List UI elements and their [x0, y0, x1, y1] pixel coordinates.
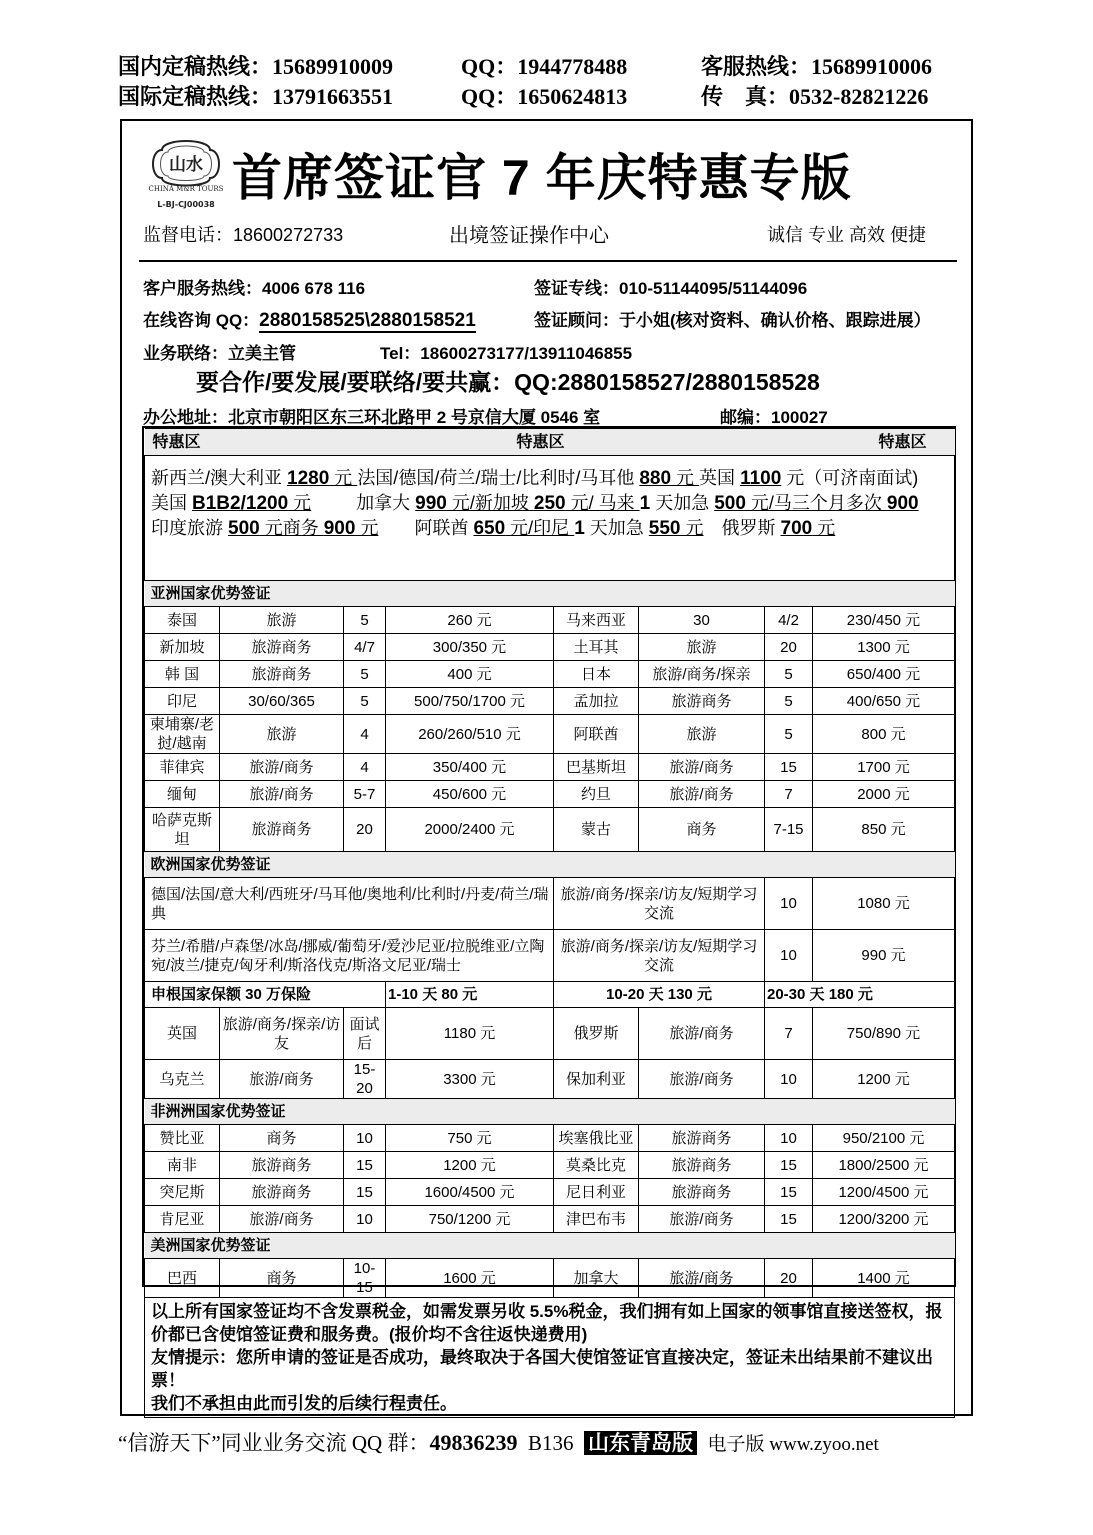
- table-cell: 旅游商务: [220, 634, 344, 661]
- footer-site: 电子版 www.zyoo.net: [707, 1434, 879, 1455]
- table-cell: 旅游商务: [220, 1179, 344, 1206]
- table-cell: 400/650 元: [813, 688, 955, 715]
- table-row: [145, 1008, 955, 1060]
- table-cell: 新加坡: [145, 634, 220, 661]
- postcode: 邮编：100027: [720, 408, 828, 427]
- note-liability: 我们不承担由此而引发的后续行程责任。: [151, 1394, 457, 1413]
- table-cell: 蒙古: [554, 808, 639, 852]
- domestic-hotline: 国内定稿热线：15689910009: [118, 54, 394, 79]
- table-cell: 4: [344, 754, 386, 781]
- table-cell: 10: [765, 1060, 813, 1099]
- table-cell: 旅游/商务/探亲/访友: [220, 1008, 344, 1060]
- table-cell: 260 元: [386, 607, 554, 634]
- table-cell: 2000/2400 元: [386, 808, 554, 852]
- table-cell: 巴基斯坦: [554, 754, 639, 781]
- america-rows: [145, 1259, 955, 1298]
- office-address: 办公地址：北京市朝阳区东三环北路甲 2 号京信大厦 0546 室: [143, 408, 601, 427]
- svg-text:CHINA M&R TOURS: CHINA M&R TOURS: [148, 185, 224, 193]
- europe-price: 990 元: [813, 930, 955, 982]
- table-cell: 商务: [220, 1125, 344, 1152]
- footer-group: “信游天下”同业业务交流 QQ 群：: [118, 1431, 430, 1455]
- table-cell: 乌克兰: [145, 1060, 220, 1099]
- table-cell: 20: [765, 1259, 813, 1298]
- table-cell: 1200 元: [813, 1060, 955, 1099]
- europe-days: 10: [765, 878, 813, 930]
- table-cell: 商务: [639, 808, 765, 852]
- table-cell: 3300 元: [386, 1060, 554, 1099]
- visa-advisor: 签证顾问：于小姐(核对资料、确认价格、跟踪进展）: [534, 311, 931, 330]
- table-cell: 旅游商务: [220, 808, 344, 852]
- table-cell: 旅游/商务: [639, 1206, 765, 1233]
- table-cell: 1400 元: [813, 1259, 955, 1298]
- table-cell: 800 元: [813, 715, 955, 754]
- table-cell: 旅游/商务: [639, 754, 765, 781]
- table-cell: 15: [344, 1152, 386, 1179]
- online-qq: 2880158525\2880158521: [259, 310, 476, 331]
- table-cell: 旅游商务: [639, 688, 765, 715]
- table-cell: 阿联酋: [554, 715, 639, 754]
- table-row: [145, 634, 955, 661]
- table-cell: 10: [765, 1125, 813, 1152]
- table-row: [145, 715, 955, 754]
- table-row: [145, 1125, 955, 1152]
- table-cell: 5: [344, 661, 386, 688]
- notes-row: [145, 1298, 955, 1418]
- table-cell: 肯尼亚: [145, 1206, 220, 1233]
- table-cell: 津巴布韦: [554, 1206, 639, 1233]
- table-cell: 7: [765, 781, 813, 808]
- table-cell: 旅游/商务: [639, 1008, 765, 1060]
- table-cell: 1200 元: [386, 1152, 554, 1179]
- special-header-center: 特惠区: [516, 434, 565, 451]
- visa-price-table: [142, 426, 956, 1413]
- table-row: [145, 808, 955, 852]
- page-title: 首席签证官 7 年庆特惠专版: [232, 150, 852, 206]
- table-cell: 柬埔寨/老挝/越南: [145, 715, 220, 754]
- footer-edition: 山东青岛版: [584, 1431, 697, 1455]
- table-cell: 10: [344, 1125, 386, 1152]
- table-cell: 孟加拉: [554, 688, 639, 715]
- footer-qq: 49836239: [429, 1430, 518, 1455]
- table-cell: 旅游商务: [220, 1152, 344, 1179]
- europe-more-rows: [145, 1008, 955, 1099]
- africa-rows: [145, 1125, 955, 1233]
- visa-line: 签证专线：010-51144095/51144096: [534, 279, 808, 298]
- business-contact: 业务联络：立美主管: [143, 344, 296, 363]
- table-cell: 突尼斯: [145, 1179, 220, 1206]
- table-cell: 埃塞俄比亚: [554, 1125, 639, 1152]
- schengen-insurance-row: 申根国家保额 30 万保险 1-10 天 80 元 10-20 天 130 元 20-30 天 180 元: [145, 982, 955, 1008]
- table-cell: 1180 元: [386, 1008, 554, 1060]
- company-logo: [140, 130, 232, 210]
- table-cell: 15: [344, 1179, 386, 1206]
- table-cell: 1200/3200 元: [813, 1206, 955, 1233]
- table-cell: 15: [765, 1152, 813, 1179]
- table-row: [145, 930, 955, 982]
- table-cell: 马来西亚: [554, 607, 639, 634]
- table-cell: 15: [765, 1206, 813, 1233]
- table-cell: 5-7: [344, 781, 386, 808]
- table-cell: 旅游: [220, 607, 344, 634]
- table-cell: 1200/4500 元: [813, 1179, 955, 1206]
- table-cell: 巴西: [145, 1259, 220, 1298]
- table-cell: 30/60/365: [220, 688, 344, 715]
- special-line-3: 印度旅游 500 元商务 900 元 阿联酋 650 元/印尼 1 天加急 550 元 俄罗斯 700 元: [151, 518, 836, 539]
- table-cell: 韩 国: [145, 661, 220, 688]
- table-cell: 南非: [145, 1152, 220, 1179]
- service-hotline: 客服热线：15689910006: [701, 54, 933, 79]
- africa-section-header: 非洲洲国家优势签证: [145, 1099, 955, 1125]
- table-cell: 7-15: [765, 808, 813, 852]
- table-row: [145, 1152, 955, 1179]
- table-row: [145, 1060, 955, 1099]
- table-cell: 缅甸: [145, 781, 220, 808]
- table-row: [145, 607, 955, 634]
- europe-types: 旅游/商务/探亲/访友/短期学习交流: [554, 878, 765, 930]
- table-row: [145, 661, 955, 688]
- europe-days: 10: [765, 930, 813, 982]
- table-cell: 旅游/商务/探亲: [639, 661, 765, 688]
- footer-page: B136: [527, 1431, 574, 1455]
- asia-section-header: 亚洲国家优势签证: [145, 581, 955, 607]
- table-cell: 750 元: [386, 1125, 554, 1152]
- table-cell: 5: [344, 607, 386, 634]
- table-cell: 旅游/商务: [220, 781, 344, 808]
- europe-countries: 德国/法国/意大利/西班牙/马耳他/奥地利/比利时/丹麦/荷兰/瑞典: [145, 878, 554, 930]
- table-cell: 旅游: [639, 715, 765, 754]
- europe-types: 旅游/商务/探亲/访友/短期学习交流: [554, 930, 765, 982]
- table-cell: 20: [765, 634, 813, 661]
- slogan: 诚信 专业 高效 便捷: [767, 225, 927, 245]
- special-header-left: 特惠区: [152, 434, 201, 451]
- table-cell: 850 元: [813, 808, 955, 852]
- table-cell: 约旦: [554, 781, 639, 808]
- table-cell: 哈萨克斯坦: [145, 808, 220, 852]
- table-cell: 400 元: [386, 661, 554, 688]
- note-tip: 友情提示：您所申请的签证是否成功，最终取决于各国大使馆签证官直接决定，签证未出结果前不建议出票！: [151, 1348, 933, 1390]
- table-row: [145, 781, 955, 808]
- table-cell: 英国: [145, 1008, 220, 1060]
- table-cell: 旅游/商务: [220, 1060, 344, 1099]
- table-cell: 2000 元: [813, 781, 955, 808]
- table-cell: 尼日利亚: [554, 1179, 639, 1206]
- table-cell: 旅游/商务: [639, 1259, 765, 1298]
- special-header-row: [145, 429, 955, 456]
- table-cell: 260/260/510 元: [386, 715, 554, 754]
- table-cell: 保加利亚: [554, 1060, 639, 1099]
- center-name: 出境签证操作中心: [449, 225, 609, 247]
- table-cell: 旅游: [639, 634, 765, 661]
- table-cell: 旅游商务: [639, 1152, 765, 1179]
- table-cell: 230/450 元: [813, 607, 955, 634]
- divider: [139, 260, 957, 262]
- table-cell: 赞比亚: [145, 1125, 220, 1152]
- table-cell: 旅游/商务: [220, 754, 344, 781]
- logo-emblem-icon: [140, 130, 232, 210]
- table-cell: 15-20: [344, 1060, 386, 1099]
- online-label: 在线咨询 QQ：: [143, 311, 260, 330]
- table-cell: 1700 元: [813, 754, 955, 781]
- table-cell: 旅游/商务: [220, 1206, 344, 1233]
- table-cell: 菲律宾: [145, 754, 220, 781]
- table-cell: 15: [765, 754, 813, 781]
- europe-countries: 芬兰/希腊/卢森堡/冰岛/挪威/葡萄牙/爱沙尼亚/拉脱维亚/立陶宛/波兰/捷克/匈牙利/斯洛伐克/斯洛文尼亚/瑞士: [145, 930, 554, 982]
- table-cell: 950/2100 元: [813, 1125, 955, 1152]
- table-cell: 20: [344, 808, 386, 852]
- table-cell: 4/7: [344, 634, 386, 661]
- table-cell: 旅游商务: [220, 661, 344, 688]
- table-cell: 5: [765, 688, 813, 715]
- table-cell: 俄罗斯: [554, 1008, 639, 1060]
- table-cell: 泰国: [145, 607, 220, 634]
- table-cell: 4: [344, 715, 386, 754]
- svg-text:L-BJ-CJ00038: L-BJ-CJ00038: [157, 200, 215, 209]
- table-cell: 350/400 元: [386, 754, 554, 781]
- special-line-2: 美国 B1B2/1200 元 加拿大 990 元/新加坡 250 元/ 马来 1 天加急 500 元/马三个月多次 900: [151, 493, 919, 514]
- table-cell: 650/400 元: [813, 661, 955, 688]
- hotline: 客户服务热线：4006 678 116: [143, 279, 366, 298]
- table-cell: 1600/4500 元: [386, 1179, 554, 1206]
- special-offers-row: [145, 456, 955, 581]
- table-cell: 1800/2500 元: [813, 1152, 955, 1179]
- table-cell: 4/2: [765, 607, 813, 634]
- table-cell: 10: [344, 1206, 386, 1233]
- europe-price: 1080 元: [813, 878, 955, 930]
- table-cell: 印尼: [145, 688, 220, 715]
- table-cell: 加拿大: [554, 1259, 639, 1298]
- table-cell: 5: [765, 661, 813, 688]
- table-cell: 750/890 元: [813, 1008, 955, 1060]
- table-cell: 1600 元: [386, 1259, 554, 1298]
- table-cell: 商务: [220, 1259, 344, 1298]
- table-cell: 300/350 元: [386, 634, 554, 661]
- table-cell: 土耳其: [554, 634, 639, 661]
- online-consult: [143, 306, 476, 332]
- footer: [118, 1427, 879, 1457]
- table-row: [145, 754, 955, 781]
- table-cell: 1300 元: [813, 634, 955, 661]
- asia-rows: [145, 607, 955, 852]
- table-cell: 500/750/1700 元: [386, 688, 554, 715]
- table-row: [145, 878, 955, 930]
- america-section-header: 美洲国家优势签证: [145, 1233, 955, 1259]
- table-cell: 旅游/商务: [639, 1060, 765, 1099]
- table-cell: 莫桑比克: [554, 1152, 639, 1179]
- international-qq: QQ：1650624813: [461, 84, 628, 109]
- table-row: [145, 1259, 955, 1298]
- table-cell: 5: [344, 688, 386, 715]
- table-cell: 旅游/商务: [639, 781, 765, 808]
- europe-section-header: 欧洲国家优势签证: [145, 852, 955, 878]
- table-cell: 15: [765, 1179, 813, 1206]
- table-cell: 日本: [554, 661, 639, 688]
- table-cell: 30: [639, 607, 765, 634]
- table-cell: 7: [765, 1008, 813, 1060]
- note-tax: 以上所有国家签证均不含发票税金，如需发票另收 5.5%税金，我们拥有如上国家的领事馆直接送签权，报价都已含使馆签证费和服务费。(报价均不含往返快递费用): [151, 1302, 943, 1344]
- table-row: [145, 1206, 955, 1233]
- cooperation-line: 要合作/要发展/要联络/要共赢：QQ:2880158527/2880158528: [196, 369, 820, 395]
- table-cell: 旅游: [220, 715, 344, 754]
- table-cell: 5: [765, 715, 813, 754]
- table-row: [145, 688, 955, 715]
- special-line-1: 新西兰/澳大利亚 1280 元 法国/德国/荷兰/瑞士/比利时/马耳他 880 元 英国 1100 元（可济南面试): [151, 468, 919, 489]
- table-cell: 450/600 元: [386, 781, 554, 808]
- table-cell: 旅游商务: [639, 1125, 765, 1152]
- table-cell: 10-15: [344, 1259, 386, 1298]
- supervise-phone: 监督电话：18600272733: [143, 225, 344, 245]
- international-hotline: 国际定稿热线：13791663551: [118, 84, 394, 109]
- special-header-right: 特惠区: [878, 434, 927, 451]
- table-cell: 面试后: [344, 1008, 386, 1060]
- table-cell: 旅游商务: [639, 1179, 765, 1206]
- fax-number: 传 真：0532-82821226: [701, 84, 929, 109]
- table-row: [145, 1179, 955, 1206]
- table-cell: 750/1200 元: [386, 1206, 554, 1233]
- business-tel: Tel：18600273177/13911046855: [380, 344, 633, 363]
- svg-text:山水: 山水: [169, 155, 203, 175]
- domestic-qq: QQ：1944778488: [461, 54, 628, 79]
